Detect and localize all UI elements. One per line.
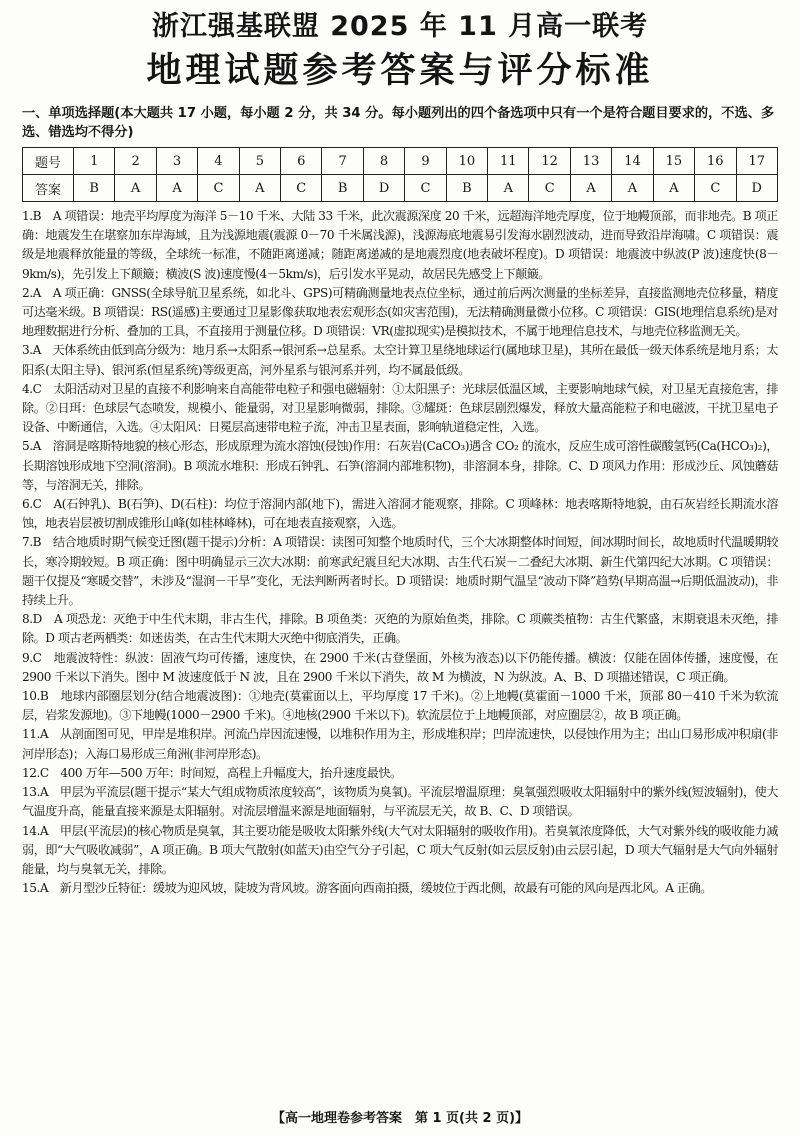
explanation-answer-key: 7.B [22, 535, 42, 550]
explanation-text: 从剖面图可见，甲岸是堆积岸。河流凸岸因流速慢，以堆积作用为主，形成堆积岸；凹岸流速快，以侵蚀作用为主；出山口易形成冲积扇(非河岸形态)；入海口易形成三角洲(非河岸形态)。 [22, 727, 778, 761]
explanation-item [22, 437, 778, 495]
explanation-text: 新月型沙丘特征：缓坡为迎风坡，陡坡为背风坡。游客面向西南拍摄，缓坡位于西北侧，故最有可能的风向是西北风。A 正确。 [59, 881, 712, 896]
explanation-answer-key: 10.B [22, 689, 49, 704]
explanation-text: 甲层为平流层(题干提示“某大气组成物质浓度较高”，该物质为臭氧)。平流层增温原理：臭氧强烈吸收太阳辐射中的紫外线(短波辐射)，使大气温度升高，能量直接来源是太阳辐射。对流层增温来源是地面辐射，与平流层无关，故 B、C、D 项错误。 [22, 785, 778, 819]
explanation-text: A 项正确：GNSS(全球导航卫星系统，如北斗、GPS)可精确测量地表点位坐标，通过前后两次测量的坐标差异，直接监测地壳位移量，精度可达毫米级。B 项错误：RS(遥感)主要通过卫星影像获取地表宏观形态(如灾害范围)，无法精确测量微小位移。C 项错误：GIS(地理信息系统)是对地理数据进行分析、叠加的工具，不直接用于测量位移。D 项错误：VR(虚拟现实)是模拟技术，不属于地理信息技术，与地壳位移监测无关。 [22, 285, 778, 339]
explanation-item [22, 783, 778, 821]
question-number-cell: 4 [198, 148, 239, 175]
question-number-cell: 11 [488, 148, 529, 175]
question-number-cell: 10 [446, 148, 487, 175]
explanation-answer-key: 15.A [22, 881, 49, 896]
explanation-text: 地震波特性：纵波：固液气均可传播，速度快，在 2900 千米(古登堡面，外核为液态)以下仍能传播。横波：仅能在固体传播，速度慢，在 2900 千米以下消失。图中 M 波速度低于 N 波，且在 2900 千米以下消失，故 M 为横波，N 为纵波。A、B、D 项描述错误，C 项正确。 [22, 650, 779, 684]
answer-cell: C [198, 175, 239, 202]
explanation-item [22, 341, 778, 379]
page-footer: 【高一地理卷参考答案 第 1 页(共 2 页)】 [271, 1111, 529, 1126]
explanation-text: 400 万年—500 万年：时间短，高程上升幅度大，抬升速度最快。 [60, 765, 402, 780]
explanation-text: 天体系统由低到高分级为：地月系→太阳系→银河系→总星系。太空计算卫星绕地球运行(属地球卫星)，其所在最低一级天体系统是地月系；太阳系(太阳主导)、银河系(恒星系统)等级更高，河外星系与银河系并列，均不属最低级。 [22, 343, 778, 377]
explanation-answer-key: 2.A [22, 285, 41, 300]
answer-row [23, 175, 778, 202]
explanation-answer-key: 9.C [22, 650, 42, 665]
explanation-answer-key: 4.C [22, 381, 42, 396]
explanation-text: 结合地质时期气候变迁图(题干提示)分析：A 项错误：读图可知整个地质时代，三个大冰期整体时间短，间冰期时间长，故地质时代温暖期较长，寒冷期较短。B 项正确：图中明确显示三次大冰期：前寒武纪震旦纪大冰期、古生代石炭－二叠纪大冰期、新生代第四纪大冰期。C 项错误：题干仅提及“寒暖交替”，未涉及“湿润－干旱”变化，无法判断两者时长。D 项错误：地质时期气温呈“波动下降”趋势(早期高温→后期低温波动)，非持续上升。 [22, 535, 779, 608]
answer-cell: C [281, 175, 322, 202]
exam-title: 浙江强基联盟 2025 年 11 月高一联考 [151, 11, 649, 42]
explanation-text: A 项恐龙：灭绝于中生代末期，非古生代，排除。B 项鱼类：灭绝的为原始鱼类，排除。C 项蕨类植物：古生代繁盛，末期衰退未灭绝，排除。D 项古老两栖类：如迷齿类，在古生代末期大灭绝中彻底消失，正确。 [22, 612, 778, 646]
answer-cell: B [322, 175, 363, 202]
explanation-item [22, 380, 778, 438]
question-number-cell: 6 [281, 148, 322, 175]
explanation-answer-key: 13.A [22, 785, 49, 800]
explanation-answer-key: 11.A [22, 727, 49, 742]
answer-cell: A [156, 175, 197, 202]
question-number-cell: 3 [156, 148, 197, 175]
answer-cell: B [446, 175, 487, 202]
section-heading: 一、单项选择题(本大题共 17 小题，每小题 2 分，共 34 分。每小题列出的四个备选项中只有一个是符合题目要求的，不选、多选、错选均不得分) [22, 106, 775, 140]
answer-cell: A [488, 175, 529, 202]
question-number-cell: 2 [115, 148, 156, 175]
question-number-row [23, 148, 778, 175]
explanation-answer-key: 14.A [22, 823, 49, 838]
explanation-answer-key: 6.C [22, 497, 42, 512]
answer-cell: D [363, 175, 404, 202]
explanation-item [22, 610, 778, 648]
explanation-text: A 项错误：地壳平均厚度为海洋 5－10 千米、大陆 33 千米，此次震源深度 20 千米，远超海洋地壳厚度，位于地幔顶部，而非地壳。B 项正确：地震发生在堪察加东岸海域，且为浅源地震(震源 0－70 千米属浅源)，浅源海底地震易引发海水剧烈波动，进而导致沿岸海啸。C 项错误：震级是地震释放能量的等级，全球统一标准，不随距离递减；随距离递减的是地震烈度(地表破坏程度)。D 项错误：地震波中纵波(P 波)速度快(8－9km/s)，先引发上下颠簸；横波(S 波)速度慢(4－5km/s)，后引发水平晃动，故居民先感受上下颠簸。 [22, 209, 778, 281]
question-number-cell: 16 [695, 148, 736, 175]
answer-cell: C [529, 175, 570, 202]
explanation-list [22, 207, 778, 898]
answer-cell: B [74, 175, 115, 202]
question-number-cell: 7 [322, 148, 363, 175]
question-number-cell: 14 [612, 148, 653, 175]
explanation-item [22, 207, 778, 284]
question-number-cell: 9 [405, 148, 446, 175]
answer-cell: A [115, 175, 156, 202]
explanation-text: 溶洞是喀斯特地貌的核心形态，形成原理为流水溶蚀(侵蚀)作用：石灰岩(CaCO₃)遇含 CO₂ 的流水，反应生成可溶性碳酸氢钙(Ca(HCO₃)₂)，长期溶蚀形成地下空洞(溶洞)。B 项流水堆积：形成石钟乳、石笋(溶洞内部堆积物)，非溶洞本身，排除。C、D 项风力作用：形成沙丘、风蚀蘑菇等，与溶洞无关，排除。 [22, 439, 778, 492]
explanation-answer-key: 1.B [22, 209, 42, 223]
explanation-item [22, 822, 778, 880]
answer-cell: A [612, 175, 653, 202]
answer-cell: D [736, 175, 778, 202]
explanation-item [22, 649, 778, 687]
question-number-cell: 12 [529, 148, 570, 175]
explanation-item [22, 879, 778, 898]
explanation-text: 甲层(平流层)的核心物质是臭氧，其主要功能是吸收太阳紫外线(大气对太阳辐射的吸收作用)。若臭氧浓度降低，大气对紫外线的吸收能力减弱，即“大气吸收减弱”，A 项正确。B 项大气散射(如蓝天)由空气分子引起，C 项大气反射(如云层反射)由云层引起，D 项大气辐射是大气向外辐射能量，均与臭氧无关，排除。 [22, 823, 778, 876]
question-number-cell: 8 [363, 148, 404, 175]
explanation-item [22, 725, 778, 763]
explanation-item [22, 495, 778, 533]
answer-cell: C [405, 175, 446, 202]
explanation-text: 太阳活动对卫星的直接不利影响来自高能带电粒子和强电磁辐射：①太阳黑子：光球层低温区域，主要影响地球气候，对卫星无直接危害，排除。②日珥：色球层气态喷发，规模小、能量弱，对卫星影响微弱，排除。③耀斑：色球层剧烈爆发，释放大量高能粒子和电磁波，干扰卫星电子设备、中断通信，入选。④太阳风：日冕层高速带电粒子流，冲击卫星表面，影响轨道稳定性，入选。 [22, 381, 778, 435]
question-number-label: 题号 [23, 148, 74, 175]
question-number-cell: 1 [74, 148, 115, 175]
answer-table [22, 147, 778, 202]
explanation-text: 地球内部圈层划分(结合地震波图)：①地壳(莫霍面以上，平均厚度 17 千米)。②上地幔(莫霍面－1000 千米，顶部 80－410 千米为软流层，岩浆发源地)。③下地幔(1000－2900 千米)。④地核(2900 千米以下)。软流层位于上地幔顶部，对应圈层②，故 B 项正确。 [22, 689, 778, 723]
explanation-answer-key: 3.A [22, 343, 41, 358]
explanation-answer-key: 12.C [22, 765, 49, 780]
answer-cell: C [695, 175, 736, 202]
answer-cell: A [570, 175, 611, 202]
question-number-cell: 5 [239, 148, 280, 175]
document-title: 地理试题参考答案与评分标准 [146, 51, 654, 91]
explanation-item [22, 284, 778, 342]
explanation-item [22, 533, 778, 610]
question-number-cell: 17 [736, 148, 778, 175]
explanation-item [22, 687, 778, 725]
explanation-answer-key: 8.D [22, 612, 42, 627]
answer-label: 答案 [23, 175, 74, 202]
explanation-answer-key: 5.A [22, 439, 41, 454]
answer-cell: A [239, 175, 280, 202]
question-number-cell: 13 [570, 148, 611, 175]
explanation-item [22, 764, 778, 783]
explanation-text: A(石钟乳)、B(石笋)、D(石柱)：均位于溶洞内部(地下)，需进入溶洞才能观察，排除。C 项峰林：地表喀斯特地貌，由石灰岩经长期流水溶蚀，地表岩层被切割成锥形山峰(如桂林峰林)，可在地表直接观察，入选。 [22, 497, 779, 531]
answer-cell: A [653, 175, 694, 202]
question-number-cell: 15 [653, 148, 694, 175]
